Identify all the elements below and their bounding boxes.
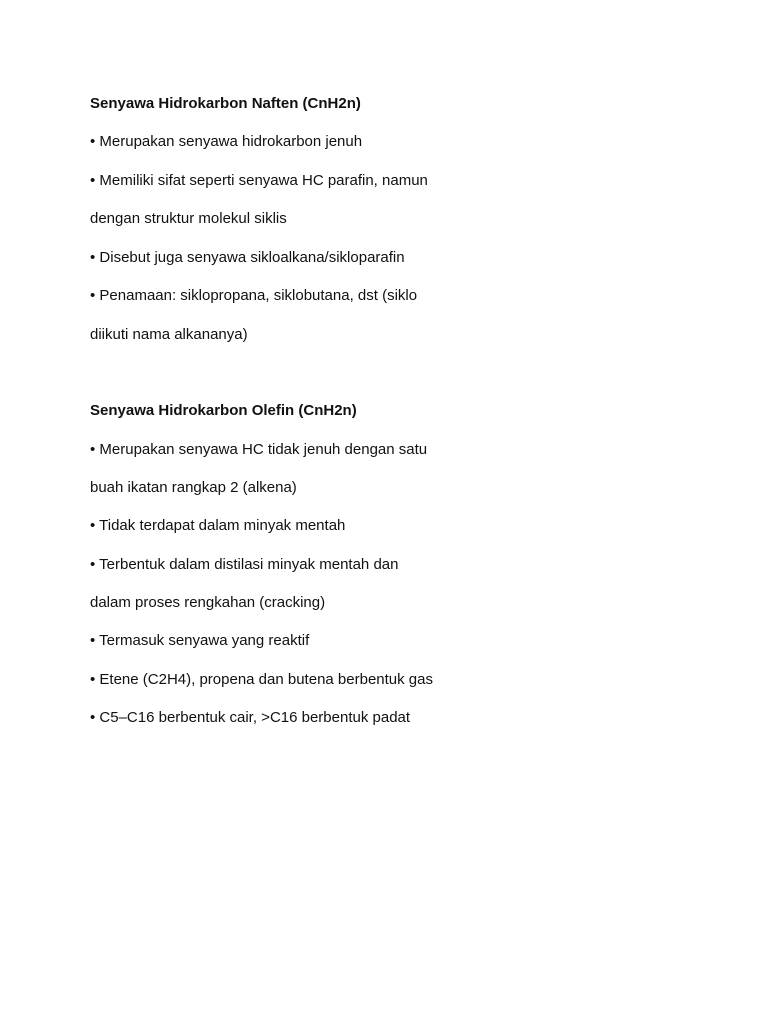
olefin-bullet-2: • Tidak terdapat dalam minyak mentah <box>90 517 346 534</box>
olefin-bullet-5: • Etene (C2H4), propena dan butena berbentuk gas <box>90 671 433 688</box>
naften-bullet-1: • Merupakan senyawa hidrokarbon jenuh <box>90 133 363 150</box>
olefin-bullet-1: • Merupakan senyawa HC tidak jenuh dengan satu <box>90 441 428 458</box>
section-title-olefin: Senyawa Hidrokarbon Olefin (CnH2n) <box>90 402 357 419</box>
olefin-bullet-3-continued: dalam proses rengkahan (cracking) <box>90 594 326 611</box>
olefin-bullet-1-continued: buah ikatan rangkap 2 (alkena) <box>90 479 297 496</box>
naften-bullet-2-continued: dengan struktur molekul siklis <box>90 210 287 227</box>
section-title-naften: Senyawa Hidrokarbon Naften (CnH2n) <box>90 95 361 112</box>
olefin-bullet-3: • Terbentuk dalam distilasi minyak mentah dan <box>90 556 399 573</box>
naften-bullet-3: • Disebut juga senyawa sikloalkana/sikloparafin <box>90 249 405 266</box>
naften-bullet-4-continued: diikuti nama alkananya) <box>90 326 248 343</box>
naften-bullet-2: • Memiliki sifat seperti senyawa HC parafin, namun <box>90 172 428 189</box>
olefin-bullet-6: • C5–C16 berbentuk cair, >C16 berbentuk padat <box>90 709 411 726</box>
olefin-bullet-4: • Termasuk senyawa yang reaktif <box>90 632 310 649</box>
naften-bullet-4: • Penamaan: siklopropana, siklobutana, dst (siklo <box>90 287 418 304</box>
